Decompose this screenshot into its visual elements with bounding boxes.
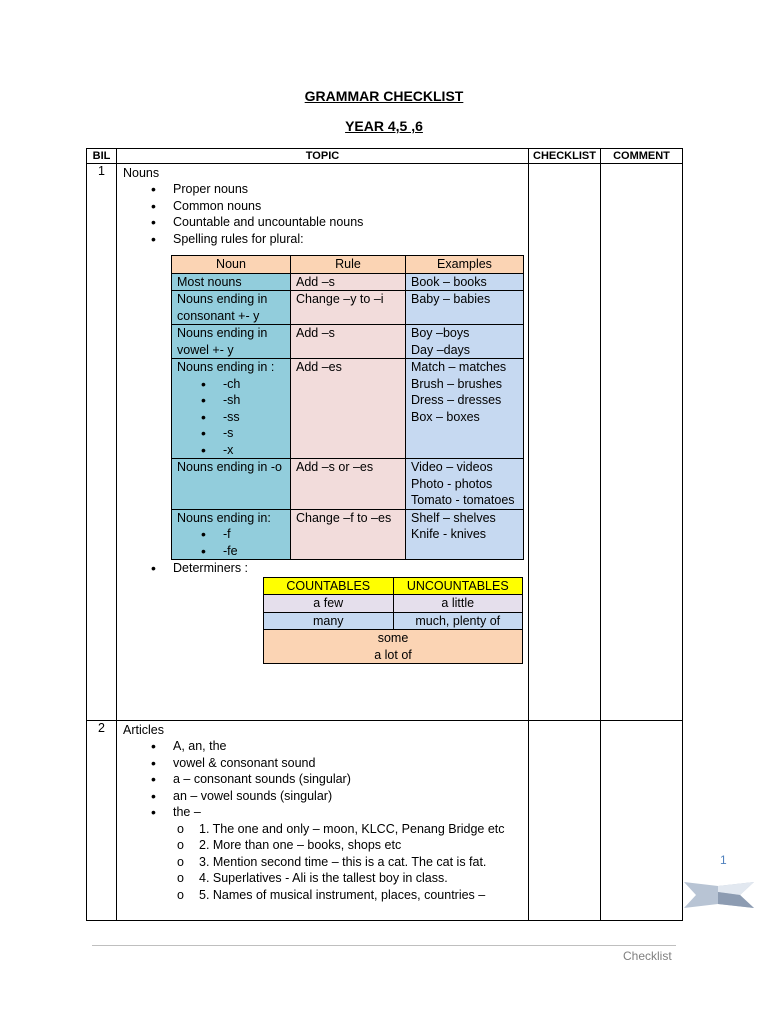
list-item: • A, an, the <box>151 738 522 755</box>
examples-cell <box>406 291 524 325</box>
examples-cell <box>406 359 524 459</box>
list-item: o 1. The one and only – moon, KLCC, Penang Bridge etc <box>177 821 522 838</box>
example-line: Knife - knives <box>411 527 487 541</box>
rule-cell: Add –s <box>291 273 406 291</box>
examples-header: Examples <box>406 256 524 274</box>
list-item: • a – consonant sounds (singular) <box>151 771 522 788</box>
example-line: Box – boxes <box>411 409 480 424</box>
header-bil: BIL <box>87 149 117 164</box>
topic-bullet-list <box>123 738 522 821</box>
topic-cell-articles <box>117 721 529 921</box>
list-item: • -f <box>201 526 285 543</box>
header-checklist: CHECKLIST <box>529 149 601 164</box>
list-item: • -s <box>201 425 285 442</box>
list-item: o 5. Names of musical instrument, places, countries – <box>177 887 522 904</box>
list-item: • the – <box>151 804 522 821</box>
rule-cell: Add –s <box>291 325 406 359</box>
list-item: • an – vowel sounds (singular) <box>151 788 522 805</box>
example-line: Photo - photos <box>411 476 493 491</box>
noun-label: Nouns ending in : <box>177 360 275 374</box>
list-item: • -fe <box>201 543 285 560</box>
list-item: • Countable and uncountable nouns <box>151 214 522 231</box>
determiners-bullet <box>123 560 522 577</box>
determiner-line: a lot of <box>374 647 412 662</box>
uncountables-header: UNCOUNTABLES <box>393 577 523 595</box>
noun-cell: Nouns ending in consonant +- y <box>172 291 291 325</box>
list-item: • Spelling rules for plural: <box>151 231 522 248</box>
page-number: 1 <box>720 853 727 867</box>
page-number-shape-icon <box>684 880 754 910</box>
comment-cell[interactable] <box>601 164 683 721</box>
topic-title: Articles <box>123 723 164 737</box>
noun-label: Nouns ending in: <box>177 510 271 525</box>
rule-cell: Change –y to –i <box>291 291 406 325</box>
examples-cell <box>406 509 524 560</box>
list-item: • -x <box>201 442 285 459</box>
plural-rules-table <box>171 255 524 560</box>
examples-cell <box>406 325 524 359</box>
list-item: • vowel & consonant sound <box>151 755 522 772</box>
grammar-checklist-table <box>86 148 683 921</box>
list-item: • -ch <box>201 376 285 393</box>
list-item: o 4. Superlatives - Ali is the tallest boy in class. <box>177 870 522 887</box>
topic-title: Nouns <box>123 166 160 180</box>
noun-cell: Nouns ending in -o <box>172 459 291 510</box>
header-comment: COMMENT <box>601 149 683 164</box>
comment-cell[interactable] <box>601 721 683 921</box>
noun-cell <box>172 359 291 459</box>
determiner-cell: a few <box>264 595 394 613</box>
row-number: 1 <box>87 164 117 721</box>
list-item: • -sh <box>201 392 285 409</box>
determiner-both-cell <box>264 630 523 664</box>
example-line: Match – matches <box>411 360 507 374</box>
article-sub-list <box>123 821 522 904</box>
noun-cell: Nouns ending in vowel +- y <box>172 325 291 359</box>
examples-cell <box>406 459 524 510</box>
header-topic: TOPIC <box>117 149 529 164</box>
determiner-line: some <box>377 631 409 645</box>
rule-cell: Change –f to –es <box>291 509 406 560</box>
ending-list <box>177 376 285 459</box>
example-line: Shelf – shelves <box>411 510 496 525</box>
rule-header: Rule <box>291 256 406 274</box>
determiners-table <box>263 577 523 665</box>
example-line: Boy –boys <box>411 326 470 340</box>
list-item: • Determiners : <box>151 560 522 577</box>
ending-list <box>177 526 285 559</box>
countables-header: COUNTABLES <box>264 577 394 595</box>
topic-bullet-list <box>123 181 522 247</box>
determiner-cell: a little <box>393 595 523 613</box>
example-line: Brush – brushes <box>411 376 503 391</box>
document-subtitle: YEAR 4,5 ,6 <box>345 118 423 134</box>
noun-cell: Most nouns <box>172 273 291 291</box>
list-item: • Proper nouns <box>151 181 522 198</box>
list-item: • -ss <box>201 409 285 426</box>
list-item: • Common nouns <box>151 198 522 215</box>
example-line: Tomato - tomatoes <box>411 493 515 507</box>
example-line: Book – books <box>411 274 487 289</box>
determiner-cell: many <box>264 612 394 630</box>
examples-cell <box>406 273 524 291</box>
example-line: Dress – dresses <box>411 393 502 407</box>
determiner-cell: much, plenty of <box>393 612 523 630</box>
list-item: o 2. More than one – books, shops etc <box>177 837 522 854</box>
footer-divider <box>92 945 676 946</box>
row-number: 2 <box>87 721 117 921</box>
example-line: Video – videos <box>411 460 493 474</box>
rule-cell: Add –es <box>291 359 406 459</box>
noun-header: Noun <box>172 256 291 274</box>
footer-label: Checklist <box>623 949 672 963</box>
checklist-cell[interactable] <box>529 721 601 921</box>
topic-cell-nouns <box>117 164 529 721</box>
example-line: Baby – babies <box>411 292 491 306</box>
list-item: o 3. Mention second time – this is a cat. The cat is fat. <box>177 854 522 871</box>
noun-cell <box>172 509 291 560</box>
checklist-cell[interactable] <box>529 164 601 721</box>
document-title: GRAMMAR CHECKLIST <box>304 88 464 104</box>
rule-cell: Add –s or –es <box>291 459 406 510</box>
example-line: Day –days <box>411 342 471 357</box>
